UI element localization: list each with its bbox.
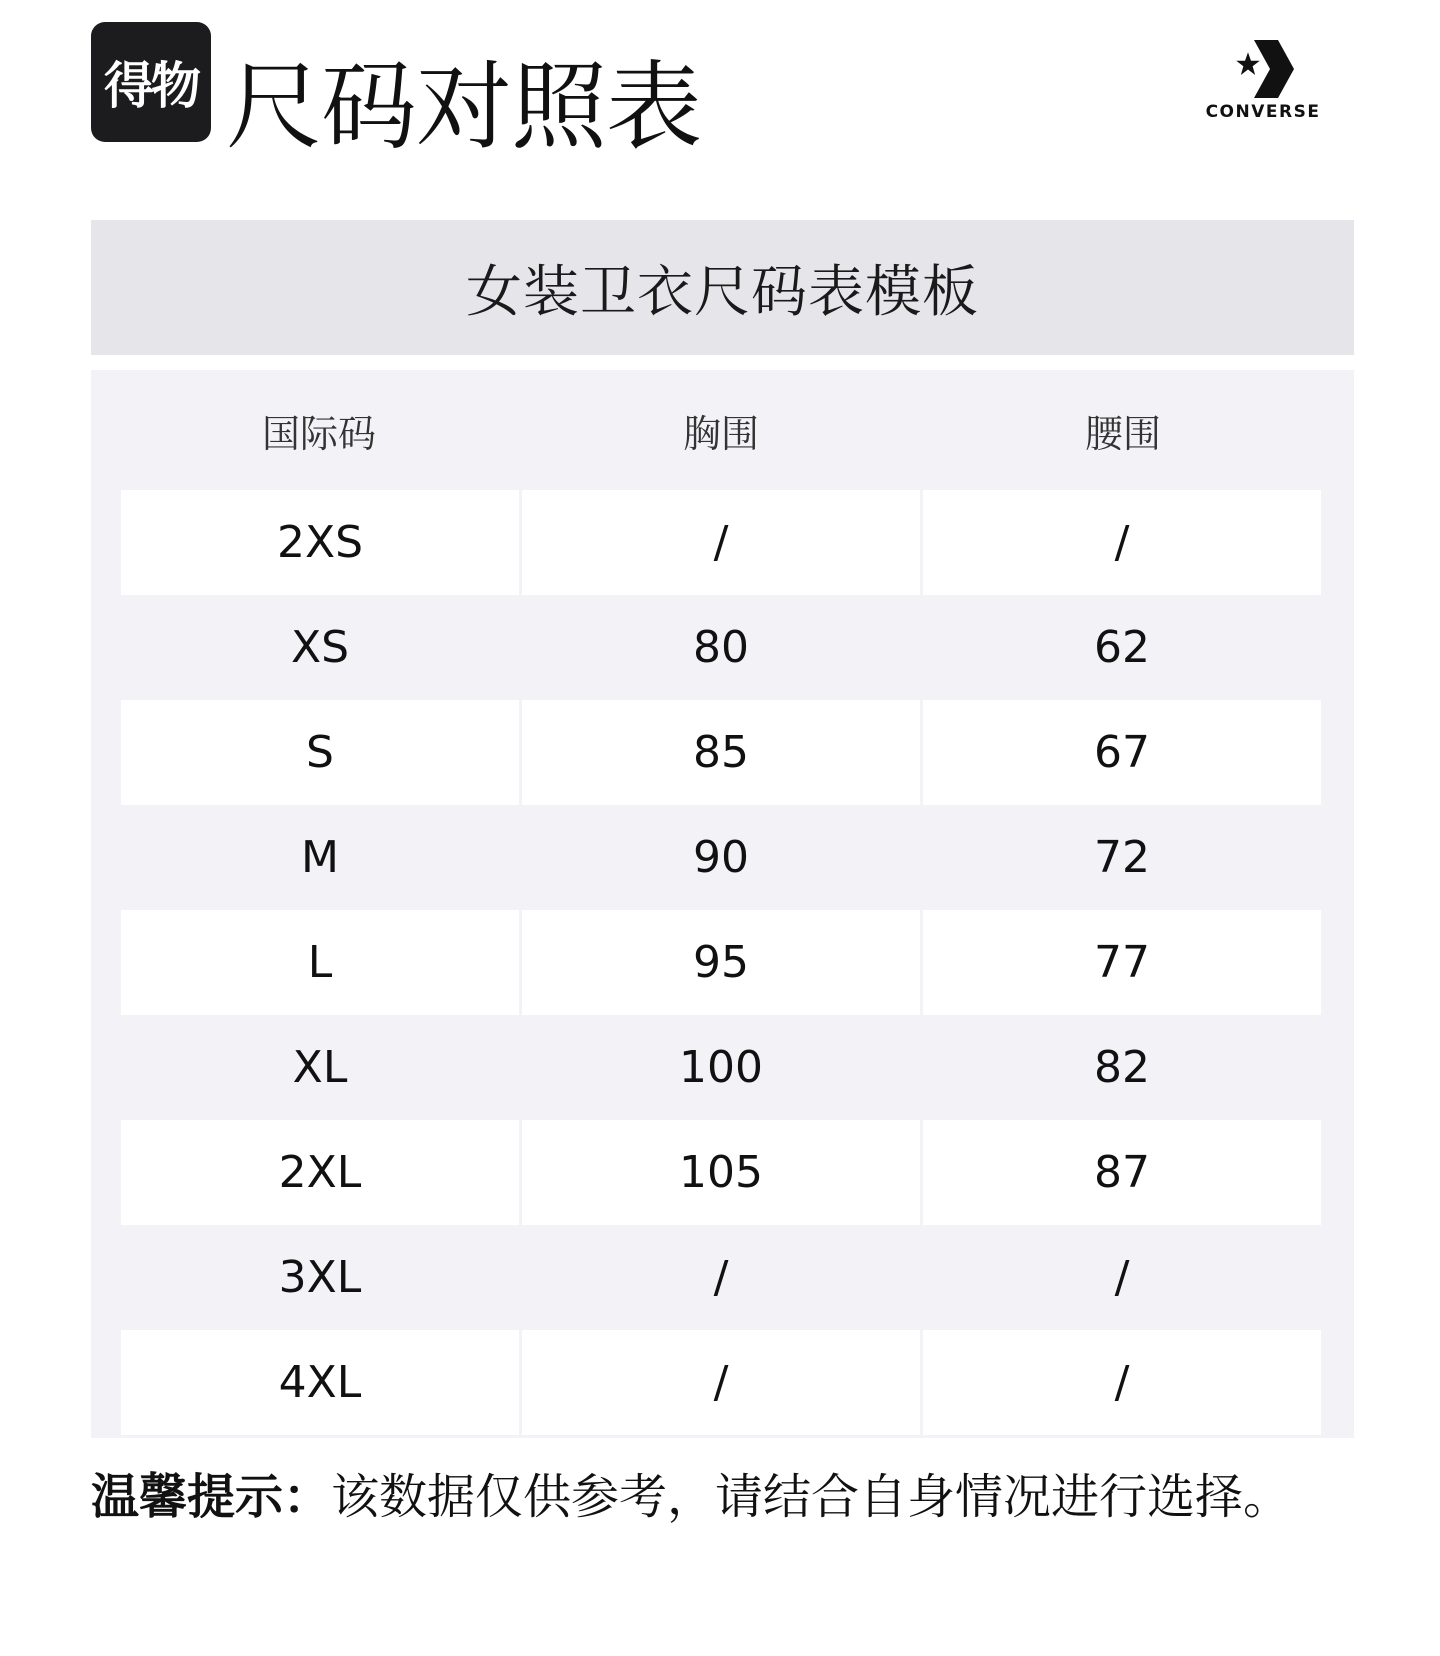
- cell-size: XL: [292, 1042, 348, 1093]
- cell-size: 3XL: [278, 1252, 362, 1303]
- cell-waist: /: [923, 490, 1321, 595]
- cell-chest: /: [522, 490, 920, 595]
- cell-waist: 82: [1094, 1042, 1150, 1093]
- column-header-chest: 胸围: [682, 411, 759, 456]
- cell-size: M: [301, 832, 339, 883]
- cell-waist: 62: [1094, 622, 1150, 673]
- cell-chest: 100: [679, 1042, 763, 1093]
- cell-chest: 105: [522, 1120, 920, 1225]
- cell-chest: 80: [693, 622, 749, 673]
- table-row: [121, 595, 1321, 700]
- cell-waist: 67: [923, 700, 1321, 805]
- table-row: [121, 805, 1321, 910]
- table-row: [121, 1015, 1321, 1120]
- column-header-size: 国际码: [261, 411, 376, 456]
- template-title: 女装卫衣尺码表模板: [466, 259, 979, 325]
- cell-waist: 77: [923, 910, 1321, 1015]
- footer-label: 温馨提示：: [91, 1469, 332, 1525]
- table-row: [121, 1120, 1321, 1225]
- cell-chest: /: [522, 1330, 920, 1435]
- cell-chest: 85: [522, 700, 920, 805]
- table-row: [121, 700, 1321, 805]
- cell-size: 2XS: [121, 490, 519, 595]
- footer-note: [91, 1458, 1291, 1527]
- cell-size: 4XL: [121, 1330, 519, 1435]
- size-table: [91, 370, 1354, 1438]
- table-row: [121, 1330, 1321, 1435]
- cell-chest: 95: [522, 910, 920, 1015]
- cell-chest: 90: [693, 832, 749, 883]
- table-body: [121, 490, 1321, 1435]
- converse-logo: [1198, 40, 1328, 130]
- dewu-logo: 得物: [91, 22, 211, 142]
- page-title: 尺码对照表: [226, 51, 701, 163]
- cell-waist: 87: [923, 1120, 1321, 1225]
- table-row: [121, 1225, 1321, 1330]
- star-chevron-icon: [1232, 40, 1294, 98]
- footer-text: 该数据仅供参考，请结合自身情况进行选择。: [331, 1469, 1292, 1525]
- cell-chest: /: [713, 1252, 729, 1303]
- cell-waist: 72: [1094, 832, 1150, 883]
- cell-size: 2XL: [121, 1120, 519, 1225]
- brand-name: CONVERSE: [1205, 102, 1321, 122]
- table-row: [121, 490, 1321, 595]
- table-row: [121, 910, 1321, 1015]
- cell-size: L: [121, 910, 519, 1015]
- cell-waist: /: [923, 1330, 1321, 1435]
- template-banner: [91, 220, 1354, 355]
- page-header: [0, 0, 1440, 200]
- cell-size: S: [121, 700, 519, 805]
- column-header-waist: 腰围: [1084, 411, 1161, 456]
- cell-size: XS: [290, 622, 350, 673]
- cell-waist: /: [1114, 1252, 1130, 1303]
